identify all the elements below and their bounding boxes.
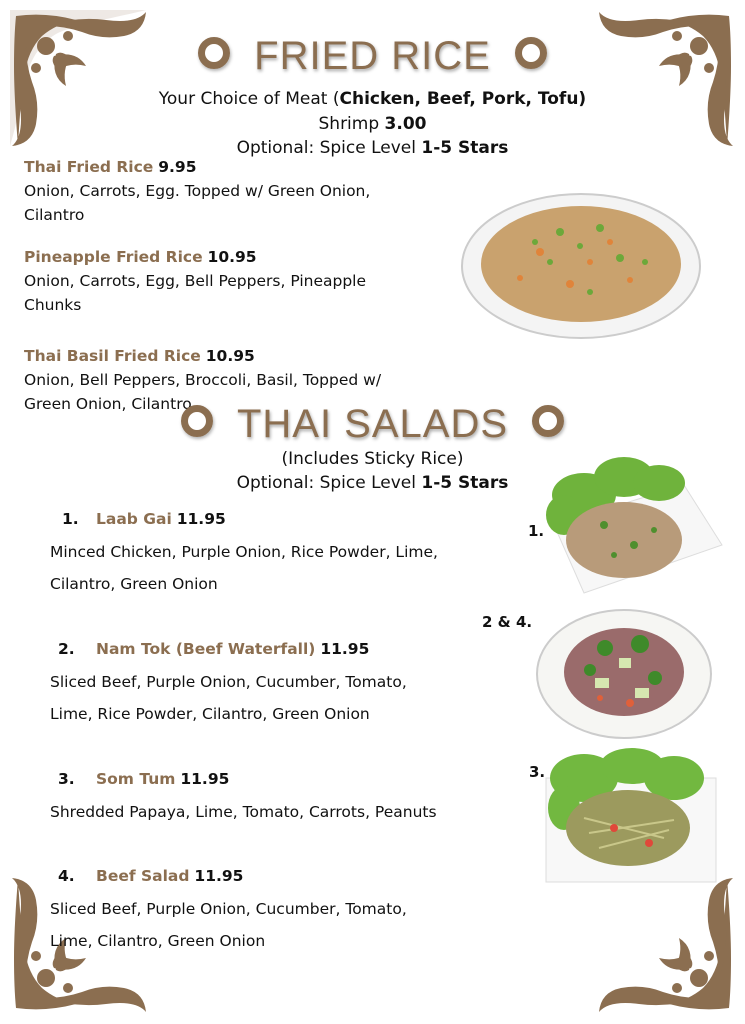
item-number: 4. bbox=[58, 867, 75, 885]
item-price: 11.95 bbox=[194, 867, 244, 885]
item-description: Onion, Carrots, Egg. Topped w/ Green Onion, bbox=[24, 182, 371, 200]
meat-choice-suffix: ) bbox=[578, 89, 587, 109]
photo-label-2-4: 2 & 4. bbox=[482, 613, 533, 631]
item-price: 10.95 bbox=[205, 347, 255, 365]
meat-choice-options: Chicken, Beef, Pork, Tofu bbox=[339, 89, 579, 109]
meat-choice-prefix: Your Choice of Meat ( bbox=[158, 89, 340, 109]
fried-rice-photo bbox=[460, 192, 702, 340]
item-price: 10.95 bbox=[207, 248, 257, 266]
item-description: Sliced Beef, Purple Onion, Cucumber, Tomato, bbox=[50, 900, 407, 918]
fried-rice-title-text: FRIED RICE bbox=[254, 33, 491, 78]
ornament-corner-bottom-right bbox=[589, 868, 739, 1018]
thai-salads-title-text: THAI SALADS bbox=[236, 401, 509, 446]
salad-description-beef-salad bbox=[50, 893, 407, 957]
meat-choice-line bbox=[0, 87, 745, 111]
shrimp-line bbox=[0, 112, 745, 136]
item-description: Lime, Cilantro, Green Onion bbox=[50, 932, 266, 950]
item-description: Minced Chicken, Purple Onion, Rice Powder, Lime, bbox=[50, 543, 438, 561]
item-name: Laab Gai bbox=[96, 510, 172, 528]
item-price: 9.95 bbox=[158, 158, 197, 176]
ring-ornament-icon bbox=[532, 405, 564, 437]
item-description: Cilantro bbox=[24, 206, 85, 224]
item-number: 1. bbox=[62, 510, 79, 528]
spice-value: 1-5 Stars bbox=[421, 473, 509, 493]
photo-label-3: 3. bbox=[529, 763, 546, 781]
salad-item-som-tum bbox=[58, 768, 229, 790]
ring-ornament-icon bbox=[515, 37, 547, 69]
ring-ornament-icon bbox=[181, 405, 213, 437]
spice-label: Optional: Spice Level bbox=[236, 138, 416, 158]
item-description: Sliced Beef, Purple Onion, Cucumber, Tomato, bbox=[50, 673, 407, 691]
menu-item-thai-fried-rice bbox=[24, 155, 370, 227]
salad-description-laab-gai bbox=[50, 536, 438, 600]
item-name: Beef Salad bbox=[96, 867, 190, 885]
item-number: 3. bbox=[58, 770, 75, 788]
spice-label: Optional: Spice Level bbox=[236, 473, 416, 493]
item-number: 2. bbox=[58, 640, 75, 658]
item-description: Lime, Rice Powder, Cilantro, Green Onion bbox=[50, 705, 370, 723]
salad-item-nam-tok bbox=[58, 638, 369, 660]
item-name: Thai Basil Fried Rice bbox=[24, 347, 201, 365]
salad-description-som-tum bbox=[50, 796, 437, 828]
salad-description-nam-tok bbox=[50, 666, 407, 730]
item-description: Green Onion, Cilantro bbox=[24, 395, 192, 413]
shrimp-price: 3.00 bbox=[384, 114, 427, 134]
item-price: 11.95 bbox=[180, 770, 230, 788]
item-name: Thai Fried Rice bbox=[24, 158, 154, 176]
item-name: Nam Tok (Beef Waterfall) bbox=[96, 640, 316, 658]
salad-item-beef-salad bbox=[58, 865, 243, 887]
photo-label-1: 1. bbox=[528, 522, 545, 540]
item-name: Som Tum bbox=[96, 770, 176, 788]
item-description: Onion, Carrots, Egg, Bell Peppers, Pineapple bbox=[24, 272, 367, 290]
salad-item-laab-gai bbox=[62, 508, 226, 530]
item-name: Pineapple Fried Rice bbox=[24, 248, 203, 266]
ring-ornament-icon bbox=[198, 37, 230, 69]
shrimp-label: Shrimp bbox=[318, 114, 380, 134]
fried-rice-title bbox=[0, 32, 745, 79]
item-description: Onion, Bell Peppers, Broccoli, Basil, Topped w/ bbox=[24, 371, 382, 389]
item-description: Chunks bbox=[24, 296, 82, 314]
item-description: Cilantro, Green Onion bbox=[50, 575, 218, 593]
nam-tok-photo bbox=[535, 608, 713, 740]
spice-value: 1-5 Stars bbox=[421, 138, 509, 158]
menu-item-pineapple-fried-rice bbox=[24, 245, 366, 317]
som-tum-photo bbox=[544, 748, 720, 884]
sticky-rice-note: (Includes Sticky Rice) bbox=[281, 449, 464, 469]
laab-gai-photo bbox=[544, 455, 724, 595]
item-price: 11.95 bbox=[176, 510, 226, 528]
thai-salads-title bbox=[0, 400, 745, 447]
item-description: Shredded Papaya, Lime, Tomato, Carrots, Peanuts bbox=[50, 803, 437, 821]
item-price: 11.95 bbox=[320, 640, 370, 658]
